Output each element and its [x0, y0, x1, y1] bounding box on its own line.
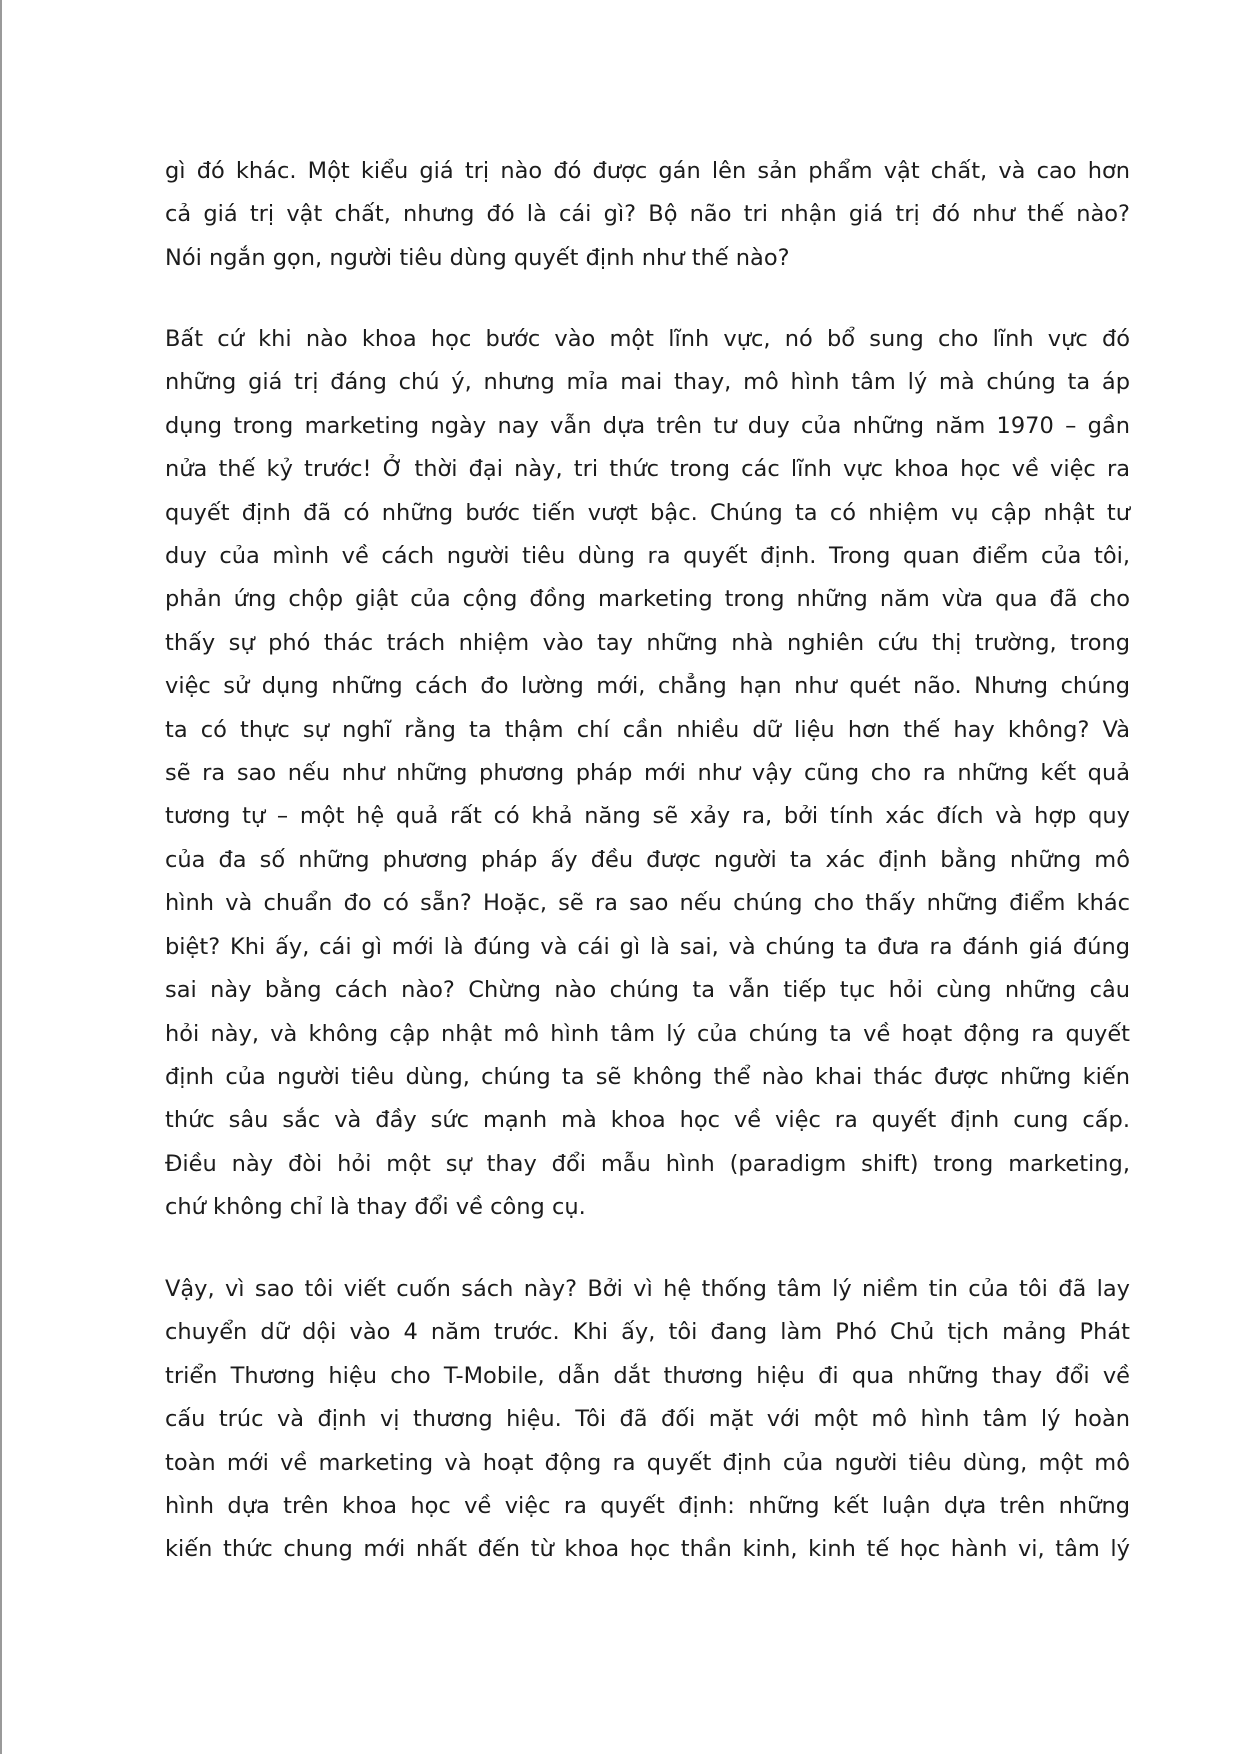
- paragraph-line: sai này bằng cách nào? Chừng nào chúng ta vẫn tiếp tục hỏi cùng những câu: [165, 977, 1130, 1004]
- paragraph-line: toàn mới về marketing và hoạt động ra quyết định của người tiêu dùng, một mô: [165, 1449, 1130, 1476]
- paragraph-line: nửa thế kỷ trước! Ở thời đại này, tri thức trong các lĩnh vực khoa học về việc ra: [165, 456, 1130, 483]
- paragraph-line: biệt? Khi ấy, cái gì mới là đúng và cái gì là sai, và chúng ta đưa ra đánh giá đúng: [165, 933, 1130, 960]
- paragraph-line: hình và chuẩn đo có sẵn? Hoặc, sẽ ra sao nếu chúng cho thấy những điểm khác: [165, 890, 1130, 917]
- paragraph-2: [165, 318, 1130, 1230]
- paragraph-line: hỏi này, và không cập nhật mô hình tâm lý của chúng ta về hoạt động ra quyết: [165, 1020, 1130, 1047]
- paragraph-line: Vậy, vì sao tôi viết cuốn sách này? Bởi vì hệ thống tâm lý niềm tin của tôi đã lay: [165, 1276, 1130, 1302]
- paragraph-line: ta có thực sự nghĩ rằng ta thậm chí cần nhiều dữ liệu hơn thế hay không? Và: [165, 716, 1130, 743]
- paragraph-line: triển Thương hiệu cho T-Mobile, dẫn dắt thương hiệu đi qua những thay đổi về: [165, 1362, 1130, 1389]
- paragraph-line: cấu trúc và định vị thương hiệu. Tôi đã đối mặt với một mô hình tâm lý hoàn: [165, 1406, 1130, 1433]
- paragraph-line: thấy sự phó thác trách nhiệm vào tay những nhà nghiên cứu thị trường, trong: [165, 629, 1130, 656]
- paragraph-line: phản ứng chộp giật của cộng đồng marketing trong những năm vừa qua đã cho: [165, 586, 1130, 613]
- paragraph-line: chứ không chỉ là thay đổi về công cụ.: [165, 1194, 586, 1221]
- paragraph-line: định của người tiêu dùng, chúng ta sẽ không thể nào khai thác được những kiến: [165, 1063, 1130, 1090]
- paragraph-line: dụng trong marketing ngày nay vẫn dựa trên tư duy của những năm 1970 – gần: [165, 412, 1130, 439]
- paragraph-line: hình dựa trên khoa học về việc ra quyết định: những kết luận dựa trên những: [165, 1493, 1130, 1520]
- paragraph-line: tương tự – một hệ quả rất có khả năng sẽ xảy ra, bởi tính xác đích và hợp quy: [165, 803, 1130, 830]
- paragraph-line: của đa số những phương pháp ấy đều được người ta xác định bằng những mô: [165, 846, 1130, 873]
- paragraph-line: gì đó khác. Một kiểu giá trị nào đó được gán lên sản phẩm vật chất, và cao hơn: [165, 158, 1130, 184]
- paragraph-line: những giá trị đáng chú ý, nhưng mỉa mai thay, mô hình tâm lý mà chúng ta áp: [165, 369, 1130, 396]
- paragraph-3: [165, 1268, 1130, 1572]
- paragraph-line: Nói ngắn gọn, người tiêu dùng quyết định như thế nào?: [165, 244, 790, 271]
- paragraph-line: chuyển dữ dội vào 4 năm trước. Khi ấy, tôi đang làm Phó Chủ tịch mảng Phát: [165, 1319, 1130, 1346]
- paragraph-line: quyết định đã có những bước tiến vượt bậc. Chúng ta có nhiệm vụ cập nhật tư: [165, 499, 1130, 526]
- paragraph-line: thức sâu sắc và đầy sức mạnh mà khoa học về việc ra quyết định cung cấp.: [165, 1107, 1130, 1134]
- paragraph-line: Bất cứ khi nào khoa học bước vào một lĩnh vực, nó bổ sung cho lĩnh vực đó: [165, 326, 1130, 352]
- paragraph-line: duy của mình về cách người tiêu dùng ra quyết định. Trong quan điểm của tôi,: [165, 543, 1130, 570]
- paragraph-line: cả giá trị vật chất, nhưng đó là cái gì? Bộ não tri nhận giá trị đó như thế nào?: [165, 201, 1130, 228]
- paragraph-line: việc sử dụng những cách đo lường mới, chẳng hạn như quét não. Nhưng chúng: [165, 673, 1130, 700]
- paragraph-line: kiến thức chung mới nhất đến từ khoa học thần kinh, kinh tế học hành vi, tâm lý: [165, 1536, 1130, 1563]
- paragraph-line: Điều này đòi hỏi một sự thay đổi mẫu hình (paradigm shift) trong marketing,: [165, 1150, 1130, 1177]
- paragraph-line: sẽ ra sao nếu như những phương pháp mới như vậy cũng cho ra những kết quả: [165, 760, 1130, 787]
- paragraph-1: [165, 150, 1130, 280]
